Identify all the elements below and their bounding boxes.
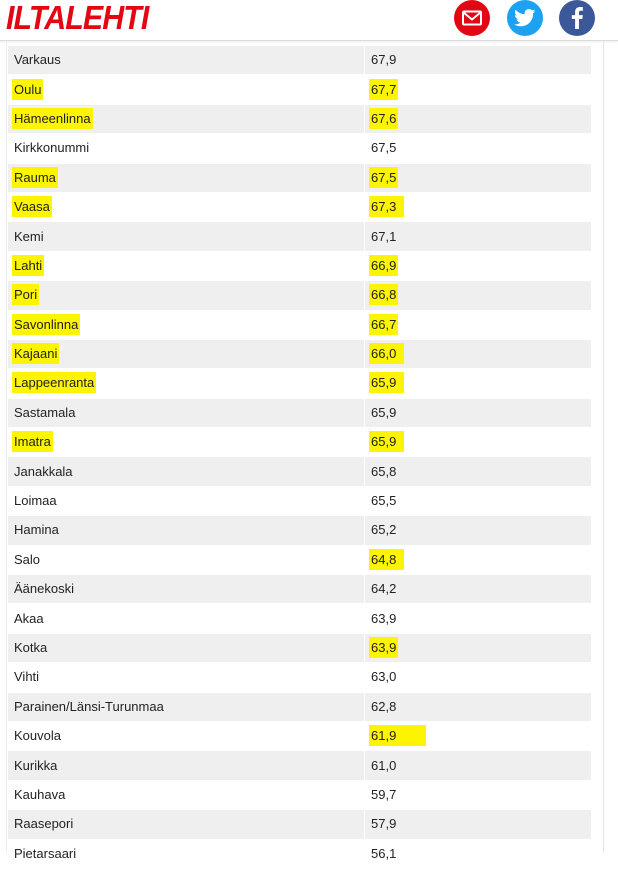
city-value: 66,7 <box>369 314 398 335</box>
city-name: Kajaani <box>12 343 59 364</box>
share-email-button[interactable] <box>454 0 490 36</box>
city-name: Oulu <box>12 79 43 100</box>
city-name-cell <box>8 780 365 809</box>
city-value-cell <box>365 281 592 310</box>
table-row <box>8 663 591 692</box>
site-header <box>0 0 618 41</box>
city-value: 67,9 <box>371 52 397 68</box>
table-row <box>8 428 591 457</box>
city-value-cell <box>365 46 592 75</box>
city-name: Salo <box>14 551 41 567</box>
city-value-cell <box>365 839 592 868</box>
table-row <box>8 839 591 868</box>
city-value: 67,7 <box>369 79 398 100</box>
table-row <box>8 75 591 104</box>
table-row <box>8 457 591 486</box>
city-name: Raasepori <box>14 816 74 832</box>
city-value: 65,8 <box>371 463 397 479</box>
table-row <box>8 104 591 133</box>
city-name-cell <box>8 839 365 868</box>
city-value: 64,2 <box>371 581 397 597</box>
table-row <box>8 46 591 75</box>
city-name: Sastamala <box>14 404 76 420</box>
table-row <box>8 633 591 662</box>
city-name: Hämeenlinna <box>12 108 93 129</box>
city-value: 56,1 <box>371 845 397 861</box>
city-value: 66,0 <box>369 343 404 364</box>
table-row <box>8 545 591 574</box>
city-name: Kouvola <box>14 728 61 744</box>
city-value: 65,9 <box>369 372 404 393</box>
city-name: Savonlinna <box>12 314 80 335</box>
table-row <box>8 163 591 192</box>
city-value-cell <box>365 663 592 692</box>
city-value: 64,8 <box>369 549 404 570</box>
table-row <box>8 339 591 368</box>
city-value-cell <box>365 104 592 133</box>
city-name-cell <box>8 428 365 457</box>
table-row <box>8 222 591 251</box>
table-row <box>8 751 591 780</box>
city-name-cell <box>8 339 365 368</box>
city-value-cell <box>365 251 592 280</box>
city-value-cell <box>365 428 592 457</box>
city-value-cell <box>365 810 592 839</box>
city-name: Loimaa <box>14 493 57 509</box>
share-facebook-button[interactable] <box>559 0 595 36</box>
city-name-cell <box>8 692 365 721</box>
city-name: Kurikka <box>14 757 58 773</box>
city-value: 67,3 <box>369 196 404 217</box>
article-body <box>0 41 618 861</box>
city-name-cell <box>8 134 365 163</box>
city-value: 63,9 <box>369 637 398 658</box>
city-name-cell <box>8 104 365 133</box>
city-value-cell <box>365 398 592 427</box>
city-value: 61,9 <box>369 725 426 746</box>
table-row <box>8 516 591 545</box>
city-name-cell <box>8 281 365 310</box>
city-value: 63,9 <box>371 610 397 626</box>
table-row <box>8 369 591 398</box>
city-name-cell <box>8 251 365 280</box>
city-name-cell <box>8 486 365 515</box>
city-name-cell <box>8 75 365 104</box>
city-name-cell <box>8 545 365 574</box>
city-value: 61,0 <box>371 757 397 773</box>
city-value: 66,9 <box>369 255 398 276</box>
city-value-cell <box>365 751 592 780</box>
city-name-cell <box>8 192 365 221</box>
city-value-cell <box>365 604 592 633</box>
city-value: 57,9 <box>371 816 397 832</box>
right-column-rule <box>603 41 604 853</box>
city-value: 65,9 <box>369 431 404 452</box>
table-row <box>8 486 591 515</box>
city-name: Vihti <box>14 669 40 685</box>
city-name: Rauma <box>12 167 58 188</box>
city-name-cell <box>8 222 365 251</box>
city-name: Pori <box>12 284 39 305</box>
city-table <box>8 46 591 869</box>
city-name: Pietarsaari <box>14 845 77 861</box>
city-name: Parainen/Länsi-Turunmaa <box>14 698 164 714</box>
city-value-cell <box>365 633 592 662</box>
city-name: Äänekoski <box>14 581 74 597</box>
city-name-cell <box>8 46 365 75</box>
city-value-cell <box>365 545 592 574</box>
city-value-cell <box>365 134 592 163</box>
iltalehti-logo[interactable]: ILTALEHTI <box>6 0 149 36</box>
city-value-cell <box>365 516 592 545</box>
city-value-cell <box>365 163 592 192</box>
city-value-cell <box>365 457 592 486</box>
city-value: 65,2 <box>371 522 397 538</box>
facebook-icon <box>571 7 583 29</box>
city-value: 67,5 <box>371 140 397 156</box>
city-name: Kirkkonummi <box>14 140 90 156</box>
city-value: 66,8 <box>369 284 398 305</box>
city-value-cell <box>365 75 592 104</box>
city-value-cell <box>365 486 592 515</box>
city-name-cell <box>8 369 365 398</box>
table-row <box>8 251 591 280</box>
mail-icon <box>462 10 482 26</box>
city-value: 62,8 <box>371 698 397 714</box>
left-column-rule <box>6 41 7 853</box>
twitter-icon <box>514 9 536 27</box>
city-name-cell <box>8 163 365 192</box>
city-name-cell <box>8 310 365 339</box>
city-value: 67,6 <box>369 108 398 129</box>
city-value: 67,5 <box>369 167 398 188</box>
city-value-cell <box>365 192 592 221</box>
city-value-cell <box>365 721 592 750</box>
table-row <box>8 134 591 163</box>
table-row <box>8 310 591 339</box>
share-twitter-button[interactable] <box>507 0 543 36</box>
city-value-cell <box>365 780 592 809</box>
city-name: Janakkala <box>14 463 73 479</box>
city-value: 65,9 <box>371 404 397 420</box>
city-name: Lappeenranta <box>12 372 96 393</box>
city-name: Kemi <box>14 228 44 244</box>
city-name: Akaa <box>14 610 44 626</box>
table-row <box>8 192 591 221</box>
city-value-cell <box>365 222 592 251</box>
city-value-cell <box>365 339 592 368</box>
city-name-cell <box>8 810 365 839</box>
city-name-cell <box>8 604 365 633</box>
city-name-cell <box>8 398 365 427</box>
city-name: Lahti <box>12 255 44 276</box>
city-name: Imatra <box>12 431 53 452</box>
city-value-cell <box>365 310 592 339</box>
city-name-cell <box>8 457 365 486</box>
city-name-cell <box>8 663 365 692</box>
table-row <box>8 780 591 809</box>
city-value: 59,7 <box>371 786 397 802</box>
city-name-cell <box>8 575 365 604</box>
city-name-cell <box>8 751 365 780</box>
city-value: 67,1 <box>371 228 397 244</box>
table-row <box>8 398 591 427</box>
city-name-cell <box>8 633 365 662</box>
city-value-cell <box>365 369 592 398</box>
city-name: Varkaus <box>14 52 61 68</box>
table-row <box>8 575 591 604</box>
table-row <box>8 692 591 721</box>
city-name: Hamina <box>14 522 59 538</box>
city-value: 63,0 <box>371 669 397 685</box>
city-name-cell <box>8 721 365 750</box>
city-name: Vaasa <box>12 196 52 217</box>
city-name: Kotka <box>14 640 48 655</box>
city-value-cell <box>365 692 592 721</box>
table-row <box>8 810 591 839</box>
city-value-cell <box>365 575 592 604</box>
table-row <box>8 604 591 633</box>
table-row <box>8 281 591 310</box>
table-row <box>8 721 591 750</box>
city-name: Kauhava <box>14 786 66 802</box>
city-name-cell <box>8 516 365 545</box>
city-value: 65,5 <box>371 493 397 509</box>
